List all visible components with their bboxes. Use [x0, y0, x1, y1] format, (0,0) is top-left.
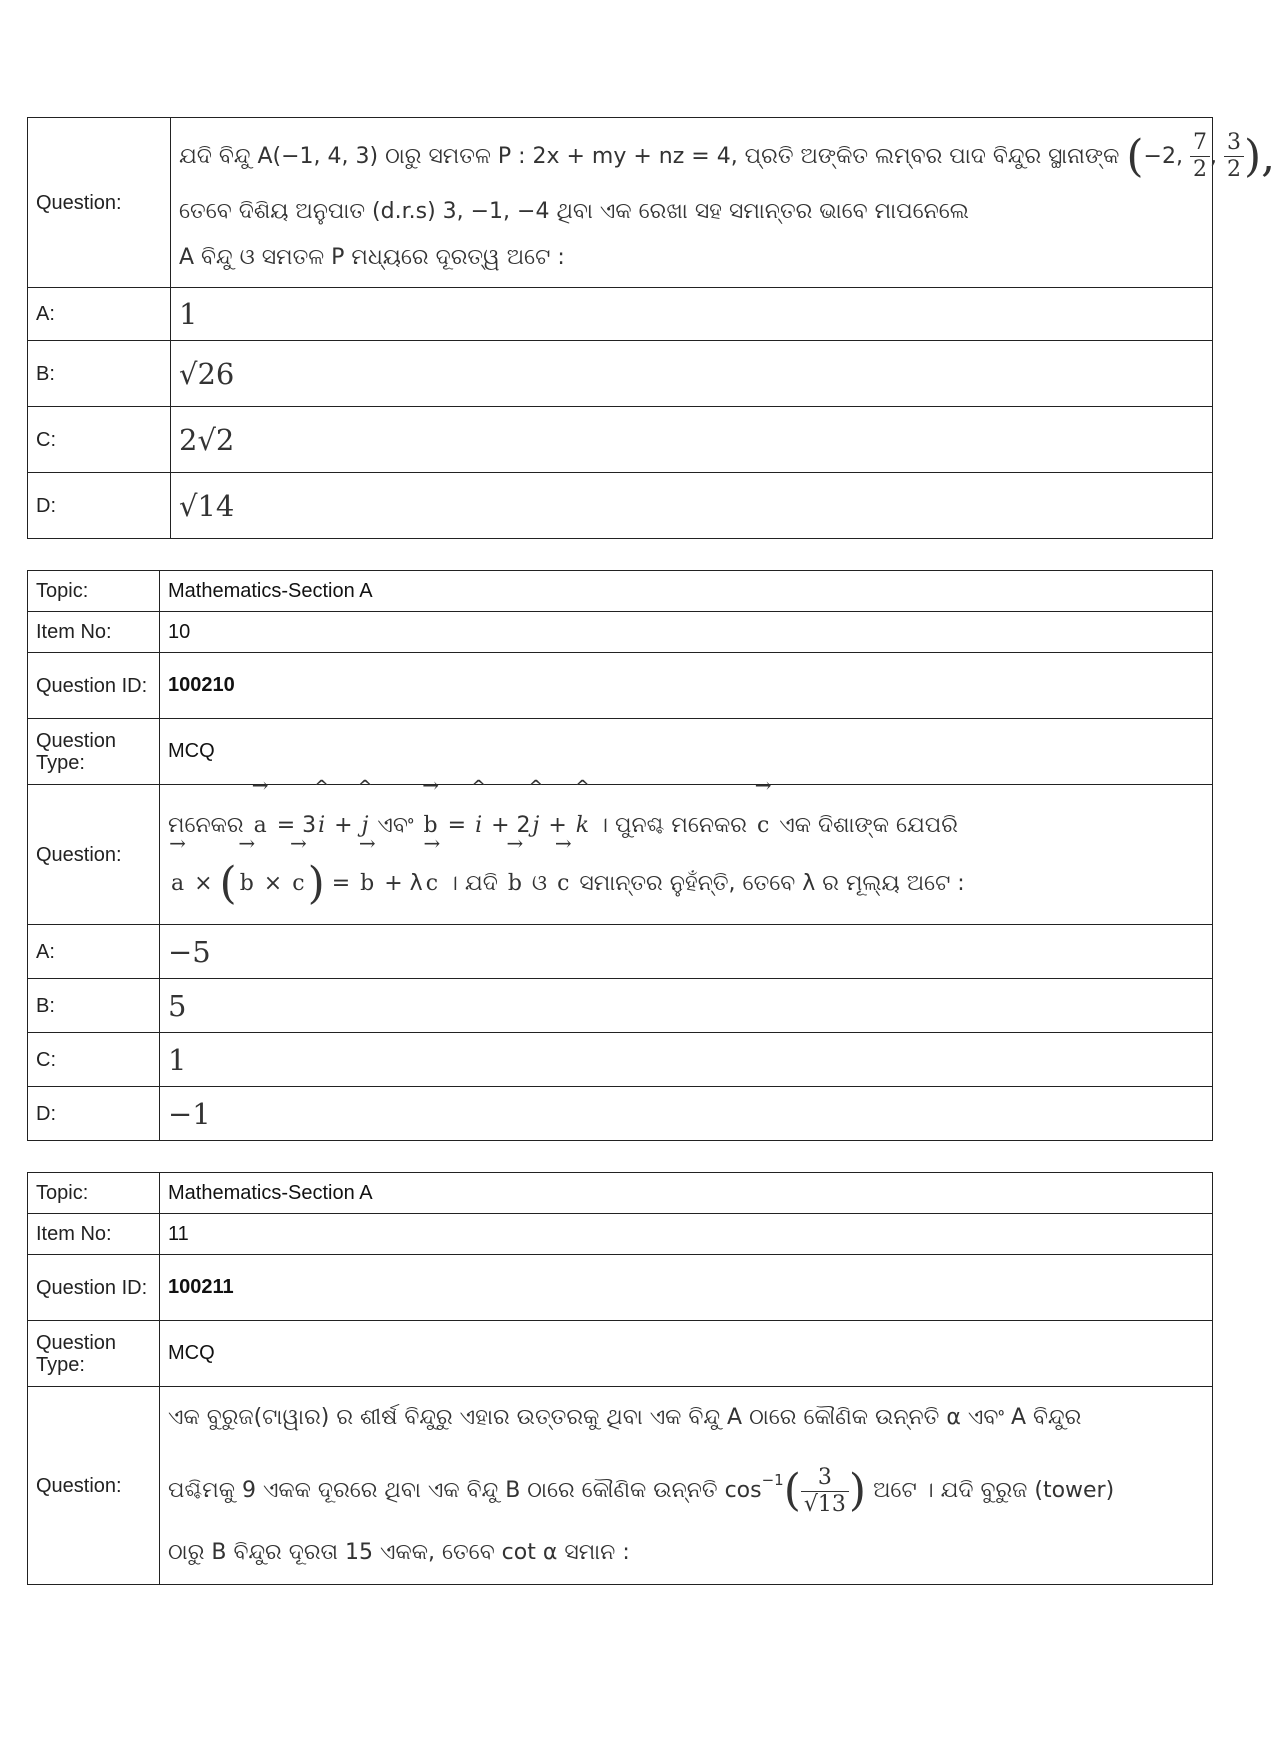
vector-a: → a	[251, 797, 270, 855]
question-line-3: ଠାରୁ B ବିନ୍ଦୁର ଦୂରତା 15 ଏକକ, ତେବେ cot α ସମାନ :	[168, 1540, 630, 1565]
question-id-value	[160, 1255, 1213, 1321]
paren: (	[219, 857, 237, 909]
numerator: 3	[1224, 130, 1244, 157]
option-row-c	[28, 407, 1213, 473]
unit-k: ^ k	[574, 797, 591, 855]
question-text-part: = 3	[269, 812, 317, 838]
question-text	[160, 785, 1213, 925]
question-line-1: ଏକ ବୁରୁଜ(ଟାୱାର) ର ଶୀର୍ଷ ବିନ୍ଦୁରୁ ଏହାର ଉତ୍ତରକୁ ଥିବା ଏକ ବିନ୍ଦୁ A ଠାରେ କୌଣିକ ଉନ୍ନତି α ଏବଂ A ବିନ୍ଦୁର	[168, 1405, 1082, 1430]
option-c-label: C:	[28, 407, 171, 473]
option-a-value: 1	[171, 288, 1213, 341]
question-id-label: Question ID:	[28, 1255, 160, 1321]
numerator: 7	[1190, 130, 1210, 157]
unit-i: ^ i	[473, 797, 484, 855]
unit-i: ^ i	[316, 797, 327, 855]
option-row-b	[28, 341, 1213, 407]
fraction-7-2	[1190, 130, 1210, 183]
paren: (	[1126, 130, 1144, 182]
question-text-part: ସମାନ୍ତର ନୁହଁନ୍ତି, ତେବେ λ ର ମୂଲ୍ୟ ଅଟେ :	[572, 870, 965, 896]
question-text	[171, 118, 1275, 288]
question-type-value: MCQ	[160, 719, 1213, 785]
question-line-3: A ବିନ୍ଦୁ ଓ ସମତଳ P ମଧ୍ୟରେ ଦୂରତ୍ୱ ଅଟେ :	[179, 244, 565, 270]
question-text-part: + 2	[484, 812, 531, 838]
question-row	[28, 118, 1213, 288]
question-text-part: +	[327, 812, 360, 838]
question-type-label: Question Type:	[28, 719, 160, 785]
vector-b: → b	[237, 855, 257, 913]
item-no-value: 11	[160, 1214, 1213, 1255]
question-label: Question:	[28, 1387, 160, 1585]
option-a-label: A:	[28, 925, 160, 979]
question-row	[28, 785, 1213, 925]
question-line-1	[179, 125, 1275, 189]
option-d-label: D:	[28, 473, 171, 539]
question-id-label: Question ID:	[28, 653, 160, 719]
superscript: −1	[761, 1471, 784, 1489]
question-type-value: MCQ	[160, 1321, 1213, 1387]
question-text-part: −2,	[1143, 143, 1183, 169]
topic-value: Mathematics-Section A	[160, 1173, 1213, 1214]
paren: (	[783, 1465, 801, 1516]
vector-b: → b	[505, 855, 525, 913]
option-row-a	[28, 288, 1213, 341]
denominator: 2	[1192, 157, 1207, 182]
paren: )	[307, 857, 325, 909]
vector-c: → c	[289, 855, 307, 913]
question-text-part: ଏକ ଦିଶାଙ୍କ ଯେପରି	[772, 812, 958, 838]
unit-j: ^ j	[531, 797, 542, 855]
item-no-label: Item No:	[28, 612, 160, 653]
option-row-b	[28, 979, 1213, 1033]
item-no-row	[28, 1214, 1213, 1255]
option-c-value: 1	[160, 1033, 1213, 1087]
question-row	[28, 1387, 1213, 1585]
question-text-part: + λ	[377, 870, 423, 896]
question-table-9	[27, 117, 1275, 539]
option-d-value: −1	[160, 1087, 1213, 1141]
fraction-3-2	[1224, 130, 1244, 183]
question-line-2	[168, 1449, 1204, 1522]
option-row-d	[28, 473, 1213, 539]
option-a-value: −5	[160, 925, 1213, 979]
item-no-label: Item No:	[28, 1214, 160, 1255]
topic-row	[28, 571, 1213, 612]
question-text-part: =	[324, 870, 358, 896]
unit-j: ^ j	[360, 797, 371, 855]
vector-c: → c	[423, 855, 441, 913]
paren: )	[848, 1465, 867, 1516]
question-type-label: Question Type:	[28, 1321, 160, 1387]
question-text-part: ×	[187, 870, 220, 896]
option-d-value: √14	[171, 473, 1213, 539]
item-no-value: 10	[160, 612, 1213, 653]
option-b-label: B:	[28, 979, 160, 1033]
comma: ,	[1209, 143, 1217, 169]
topic-label: Topic:	[28, 571, 160, 612]
vector-c: → c	[754, 797, 772, 855]
question-id-row	[28, 1255, 1213, 1321]
vector-c: → c	[554, 855, 572, 913]
question-id-value	[160, 653, 1213, 719]
question-text-part: ଏବଂ	[370, 812, 421, 838]
option-c-value: 2√2	[171, 407, 1213, 473]
question-text-part: =	[440, 812, 474, 838]
question-label: Question:	[28, 118, 171, 288]
option-row-c	[28, 1033, 1213, 1087]
question-text-part: ମନେକର	[168, 812, 244, 838]
question-text	[160, 1387, 1213, 1585]
vector-b: → b	[421, 797, 441, 855]
topic-value: Mathematics-Section A	[160, 571, 1213, 612]
denominator: √13	[803, 1491, 846, 1517]
option-row-d	[28, 1087, 1213, 1141]
fraction-3-sqrt13	[801, 1465, 849, 1518]
question-type-row	[28, 1321, 1213, 1387]
question-text-part: ଅଟେ । ଯଦି ବୁରୁଜ (tower)	[866, 1478, 1115, 1503]
question-line-1	[168, 797, 1204, 855]
question-id-text: 100211	[168, 1276, 234, 1298]
question-text-part: । ଯଦି	[441, 870, 505, 896]
question-line-2: ତେବେ ଦିଶିୟ ଅନୁପାତ (d.r.s) 3, −1, −4 ଥିବା ଏକ ରେଖା ସହ ସମାନ୍ତର ଭାବେ ମାପନେଲେ	[179, 198, 969, 224]
question-table-11	[27, 1172, 1213, 1585]
option-c-label: C:	[28, 1033, 160, 1087]
question-text-part: । ପୁନଶ୍ଚ ମନେକର	[591, 812, 754, 838]
question-id-row	[28, 653, 1213, 719]
option-b-value: 5	[160, 979, 1213, 1033]
option-a-label: A:	[28, 288, 171, 341]
question-id-text: 100210	[168, 674, 235, 696]
option-b-value: √26	[171, 341, 1213, 407]
vector-b: → b	[357, 855, 377, 913]
option-b-label: B:	[28, 341, 171, 407]
question-text-part: ×	[256, 870, 290, 896]
question-text-part: ଓ	[524, 870, 555, 896]
question-text-part: ଯଦି ବିନ୍ଦୁ A(−1, 4, 3) ଠାରୁ ସମତଳ P : 2x + my + nz = 4, ପ୍ରତି ଅଙ୍କିତ ଲମ୍ବର ପାଦ ବିନ୍ଦୁର ସ୍ଥାନାଙ୍କ	[179, 143, 1120, 169]
option-d-label: D:	[28, 1087, 160, 1141]
numerator: 3	[801, 1465, 849, 1492]
question-text-part: ପଶ୍ଚିମକୁ 9 ଏକକ ଦୂରରେ ଥିବା ଏକ ବିନ୍ଦୁ B ଠାରେ କୌଣିକ ଉନ୍ନତି cos	[168, 1478, 762, 1503]
paren: ),	[1243, 130, 1275, 182]
item-no-row	[28, 612, 1213, 653]
topic-row	[28, 1173, 1213, 1214]
question-label: Question:	[28, 785, 160, 925]
question-line-2	[168, 855, 1204, 913]
vector-a: → a	[168, 855, 187, 913]
option-row-a	[28, 925, 1213, 979]
topic-label: Topic:	[28, 1173, 160, 1214]
question-table-10	[27, 570, 1213, 1141]
question-text-part: +	[541, 812, 574, 838]
denominator: 2	[1226, 157, 1241, 182]
question-type-row	[28, 719, 1213, 785]
